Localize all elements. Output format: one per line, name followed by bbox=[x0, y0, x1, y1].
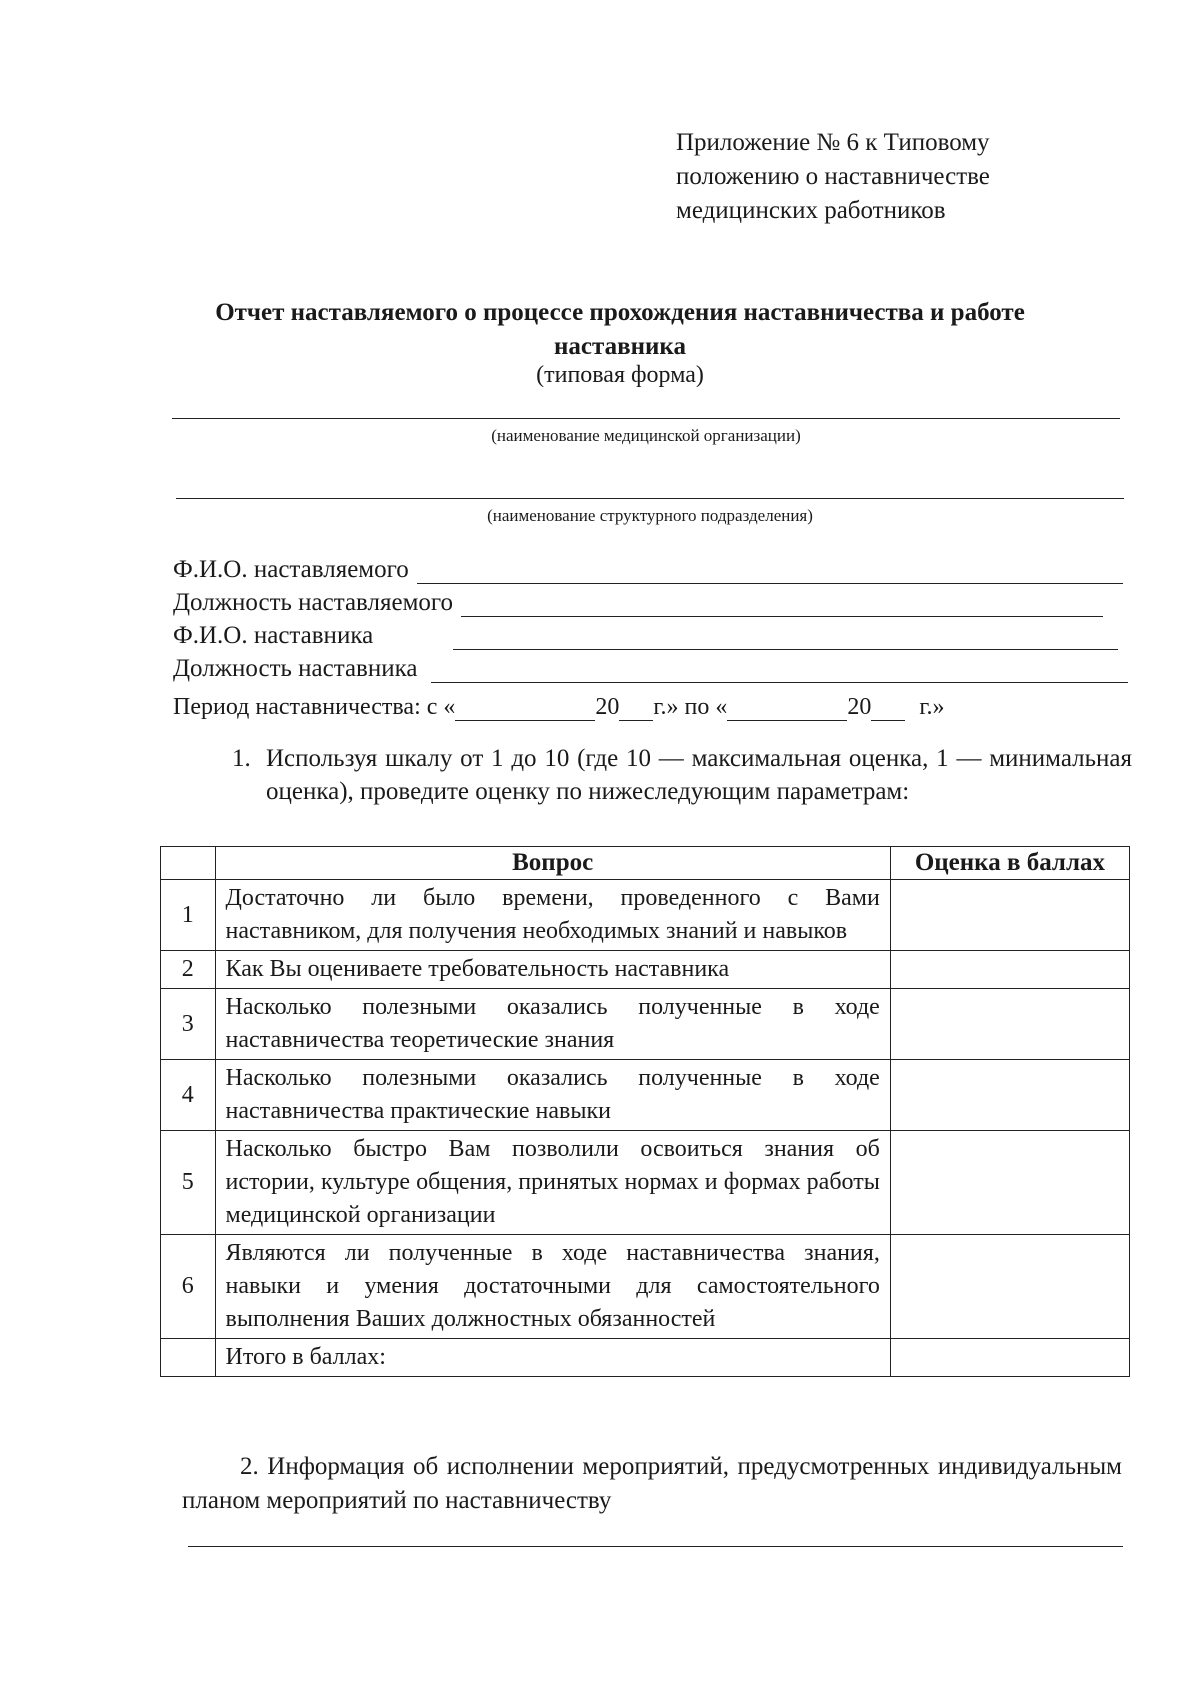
row-number: 3 bbox=[161, 989, 216, 1060]
table-header-row bbox=[161, 847, 1130, 880]
row-score-cell[interactable] bbox=[890, 1131, 1129, 1235]
period-label: Период наставничества: с « bbox=[173, 694, 456, 720]
table-row bbox=[161, 880, 1130, 951]
period-start-year-prefix: 20 bbox=[595, 694, 620, 720]
total-number-cell bbox=[161, 1339, 216, 1377]
mentee-position-label: Должность наставляемого bbox=[173, 589, 454, 616]
row-score-cell[interactable] bbox=[890, 1235, 1129, 1339]
period-start-year-blank[interactable] bbox=[619, 698, 653, 721]
mentor-position-input-line[interactable] bbox=[431, 660, 1128, 683]
info-answer-line[interactable] bbox=[188, 1546, 1123, 1547]
table-row bbox=[161, 989, 1130, 1060]
instruction-number: 1. bbox=[232, 745, 251, 772]
table-row bbox=[161, 1060, 1130, 1131]
row-question: Являются ли полученные в ходе наставничества знания, навыки и умения достаточными для самостоятельного выполнения Ваших должностных обязанностей bbox=[215, 1235, 890, 1339]
annex-line-1: Приложение № 6 к Типовому bbox=[676, 129, 990, 156]
row-question: Насколько быстро Вам позволили освоиться знания об истории, культуре общения, принятых нормах и формах работы медицинской организации bbox=[215, 1131, 890, 1235]
row-score-cell[interactable] bbox=[890, 989, 1129, 1060]
document-subtitle: (типовая форма) bbox=[536, 362, 704, 388]
mentee-position-field bbox=[173, 585, 1103, 617]
org-name-caption: (наименование медицинской организации) bbox=[491, 426, 801, 445]
mentoring-period bbox=[173, 694, 945, 721]
period-end-year-prefix: 20 bbox=[847, 694, 872, 720]
table-row bbox=[161, 951, 1130, 989]
header-question: Вопрос bbox=[215, 847, 890, 880]
mentee-name-input-line[interactable] bbox=[417, 561, 1123, 584]
annex-line-2: положению о наставничестве bbox=[676, 163, 990, 190]
period-end-year-blank[interactable] bbox=[871, 698, 905, 721]
row-question: Насколько полезными оказались полученные в ходе наставничества практические навыки bbox=[215, 1060, 890, 1131]
row-number: 5 bbox=[161, 1131, 216, 1235]
table-total-row bbox=[161, 1339, 1130, 1377]
period-end-suffix: г.» bbox=[919, 694, 945, 720]
row-score-cell[interactable] bbox=[890, 880, 1129, 951]
period-to-label: г.» по « bbox=[653, 694, 728, 720]
total-score-cell[interactable] bbox=[890, 1339, 1129, 1377]
annex-note bbox=[676, 126, 990, 228]
row-number: 4 bbox=[161, 1060, 216, 1131]
unit-name-caption: (наименование структурного подразделения) bbox=[487, 506, 813, 525]
period-start-date-blank[interactable] bbox=[455, 698, 595, 721]
rating-instruction bbox=[232, 742, 1132, 808]
mentor-name-input-line[interactable] bbox=[453, 627, 1118, 650]
mentor-position-label: Должность наставника bbox=[173, 655, 418, 682]
total-label: Итого в баллах: bbox=[215, 1339, 890, 1377]
period-end-date-blank[interactable] bbox=[727, 698, 847, 721]
annex-line-3: медицинских работников bbox=[676, 197, 946, 224]
mentor-position-field bbox=[173, 651, 1128, 683]
row-score-cell[interactable] bbox=[890, 951, 1129, 989]
row-question: Как Вы оцениваете требовательность наставника bbox=[215, 951, 890, 989]
row-number: 6 bbox=[161, 1235, 216, 1339]
row-question: Достаточно ли было времени, проведенного с Вами наставником, для получения необходимых знаний и навыков bbox=[215, 880, 890, 951]
row-number: 2 bbox=[161, 951, 216, 989]
table-row bbox=[161, 1235, 1130, 1339]
row-number: 1 bbox=[161, 880, 216, 951]
instruction-text: Используя шкалу от 1 до 10 (где 10 — максимальная оценка, 1 — минимальная оценка), проведите оценку по нижеследующим параметрам: bbox=[266, 745, 1132, 805]
title-line-2: наставника bbox=[554, 333, 686, 360]
mentor-name-label: Ф.И.О. наставника bbox=[173, 622, 374, 649]
row-question: Насколько полезными оказались полученные в ходе наставничества теоретические знания bbox=[215, 989, 890, 1060]
header-number-cell bbox=[161, 847, 216, 880]
mentee-position-input-line[interactable] bbox=[461, 594, 1103, 617]
title-line-1: Отчет наставляемого о процессе прохождения наставничества и работе bbox=[215, 299, 1025, 326]
document-title bbox=[140, 296, 1100, 364]
row-score-cell[interactable] bbox=[890, 1060, 1129, 1131]
table-row bbox=[161, 1131, 1130, 1235]
mentee-name-field bbox=[173, 552, 1123, 584]
rating-table bbox=[160, 846, 1130, 1377]
header-score: Оценка в баллах bbox=[890, 847, 1129, 880]
mentoring-plan-info: 2. Информация об исполнении мероприятий, предусмотренных индивидуальным планом мероприятий по наставничеству bbox=[182, 1453, 1122, 1514]
unit-name-line[interactable] bbox=[176, 498, 1124, 499]
org-name-line[interactable] bbox=[172, 418, 1120, 419]
mentor-name-field bbox=[173, 618, 1118, 650]
mentee-name-label: Ф.И.О. наставляемого bbox=[173, 556, 409, 583]
